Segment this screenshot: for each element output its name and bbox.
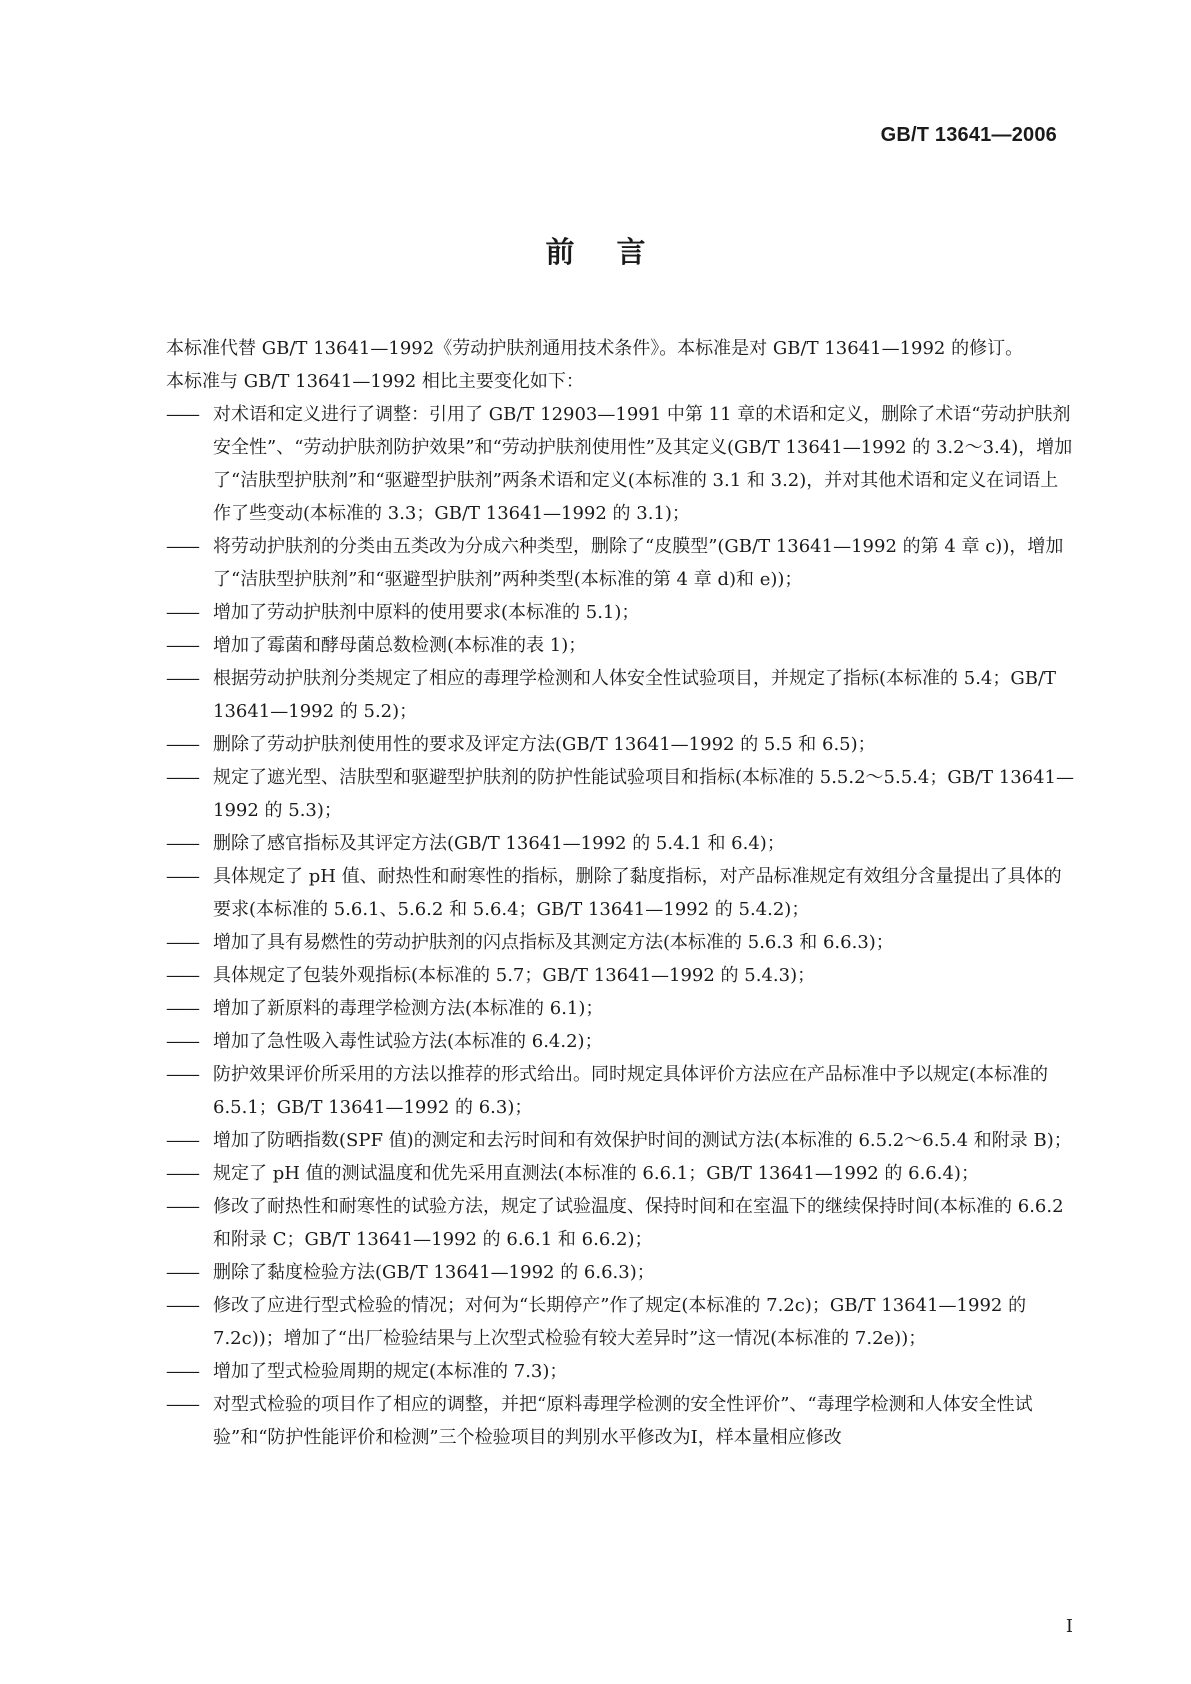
list-item-text: 删除了黏度检验方法(GB/T 13641—1992 的 6.6.3)； [213, 1262, 655, 1283]
dash-marker: —— [166, 635, 198, 656]
dash-marker: —— [166, 734, 198, 755]
list-item [119, 398, 1074, 530]
dash-marker: —— [166, 1163, 198, 1184]
dash-marker: —— [166, 1295, 198, 1316]
list-item [119, 827, 1074, 860]
intro-paragraph: 本标准与 GB/T 13641—1992 相比主要变化如下： [166, 371, 584, 392]
dash-marker: —— [166, 932, 198, 953]
list-item [119, 761, 1074, 827]
dash-marker: —— [166, 602, 198, 623]
list-item [119, 596, 1074, 629]
list-item-text: 增加了劳动护肤剂中原料的使用要求(本标准的 5.1)； [213, 602, 640, 623]
list-item [119, 1157, 1074, 1190]
list-item-text: 增加了急性吸入毒性试验方法(本标准的 6.4.2)； [213, 1031, 603, 1052]
list-item-text: 修改了应进行型式检验的情况；对何为“长期停产”作了规定(本标准的 7.2c)；GB/T 13641—1992 的 7.2c))；增加了“出厂检验结果与上次型式检验有较大差异时”这一情况(本标准的 7.2e))； [213, 1295, 1027, 1349]
dash-marker: —— [166, 1064, 198, 1085]
list-item [119, 1124, 1074, 1157]
page-title: 前言 [545, 235, 688, 269]
list-item-text: 规定了 pH 值的测试温度和优先采用直测法(本标准的 6.6.1；GB/T 13641—1992 的 6.6.4)； [213, 1163, 979, 1184]
list-item-text: 增加了防晒指数(SPF 值)的测定和去污时间和有效保护时间的测试方法(本标准的 6.5.2～6.5.4 和附录 B)； [213, 1130, 1072, 1151]
list-item-text: 对术语和定义进行了调整：引用了 GB/T 12903—1991 中第 11 章的术语和定义，删除了术语“劳动护肤剂安全性”、“劳动护肤剂防护效果”和“劳动护肤剂使用性”及其定义(GB/T 13641—1992 的 3.2～3.4)，增加了“洁肤型护肤剂”和“驱避型护肤剂”两条术语和定义(本标准的 3.1 和 3.2)，并对其他术语和定义在词语上作了些变动(本标准的 3.3；GB/T 13641—1992 的 3.1)； [213, 404, 1073, 524]
intro-paragraph: 本标准代替 GB/T 13641—1992《劳动护肤剂通用技术条件》。本标准是对 GB/T 13641—1992 的修订。 [166, 338, 1024, 359]
list-item [119, 1025, 1074, 1058]
dash-marker: —— [166, 965, 198, 986]
list-item [119, 530, 1074, 596]
list-item-text: 增加了霉菌和酵母菌总数检测(本标准的表 1)； [213, 635, 587, 656]
list-item-text: 具体规定了 pH 值、耐热性和耐寒性的指标，删除了黏度指标，对产品标准规定有效组分含量提出了具体的要求(本标准的 5.6.1、5.6.2 和 5.6.4；GB/T 13641—1992 的 5.4.2)； [213, 866, 1062, 920]
dash-marker: —— [166, 1394, 198, 1415]
list-item-text: 删除了劳动护肤剂使用性的要求及评定方法(GB/T 13641—1992 的 5.5 和 6.5)； [213, 734, 876, 755]
dash-marker: —— [166, 833, 198, 854]
list-item-text: 增加了型式检验周期的规定(本标准的 7.3)； [213, 1361, 568, 1382]
dash-marker: —— [166, 1130, 198, 1151]
list-item [119, 1190, 1074, 1256]
dash-marker: —— [166, 998, 198, 1019]
standard-number: GB/T 13641—2006 [880, 124, 1057, 146]
list-item-text: 删除了感官指标及其评定方法(GB/T 13641—1992 的 5.4.1 和 6.4)； [213, 833, 785, 854]
list-item [119, 1388, 1074, 1454]
list-item [119, 959, 1074, 992]
list-item [119, 1289, 1074, 1355]
list-item-text: 防护效果评价所采用的方法以推荐的形式给出。同时规定具体评价方法应在产品标准中予以规定(本标准的 6.5.1；GB/T 13641—1992 的 6.3)； [213, 1064, 1049, 1118]
dash-marker: —— [166, 767, 198, 788]
dash-marker: —— [166, 1196, 198, 1217]
dash-marker: —— [166, 1262, 198, 1283]
list-item [119, 728, 1074, 761]
list-item-text: 增加了具有易燃性的劳动护肤剂的闪点指标及其测定方法(本标准的 5.6.3 和 6.6.3)； [213, 932, 894, 953]
list-item-text: 对型式检验的项目作了相应的调整，并把“原料毒理学检测的安全性评价”、“毒理学检测和人体安全性试验”和“防护性能评价和检测”三个检验项目的判别水平修改为Ⅰ，样本量相应修改 [213, 1394, 1033, 1448]
list-item [119, 662, 1074, 728]
list-item [119, 1058, 1074, 1124]
page-number: I [1065, 1616, 1073, 1637]
list-item-text: 具体规定了包装外观指标(本标准的 5.7；GB/T 13641—1992 的 5.4.3)； [213, 965, 816, 986]
dash-marker: —— [166, 866, 198, 887]
list-item [119, 629, 1074, 662]
dash-marker: —— [166, 1031, 198, 1052]
list-item-text: 增加了新原料的毒理学检测方法(本标准的 6.1)； [213, 998, 604, 1019]
list-item [119, 860, 1074, 926]
dash-marker: —— [166, 668, 198, 689]
list-item-text: 根据劳动护肤剂分类规定了相应的毒理学检测和人体安全性试验项目，并规定了指标(本标准的 5.4；GB/T 13641—1992 的 5.2)； [213, 668, 1057, 722]
list-item-text: 将劳动护肤剂的分类由五类改为分成六种类型，删除了“皮膜型”(GB/T 13641—1992 的第 4 章 c))，增加了“洁肤型护肤剂”和“驱避型护肤剂”两种类型(本标准的第 4 章 d)和 e))； [213, 536, 1064, 590]
list-item [119, 992, 1074, 1025]
dash-marker: —— [166, 536, 198, 557]
list-item [119, 926, 1074, 959]
list-item-text: 修改了耐热性和耐寒性的试验方法，规定了试验温度、保持时间和在室温下的继续保持时间(本标准的 6.6.2 和附录 C；GB/T 13641—1992 的 6.6.1 和 6.6.2)； [213, 1196, 1064, 1250]
list-item-text: 规定了遮光型、洁肤型和驱避型护肤剂的防护性能试验项目和指标(本标准的 5.5.2～5.5.4；GB/T 13641—1992 的 5.3)； [213, 767, 1074, 821]
changes-list [119, 398, 1074, 1454]
dash-marker: —— [166, 1361, 198, 1382]
list-item [119, 1256, 1074, 1289]
dash-marker: —— [166, 404, 198, 425]
foreword-body [119, 332, 1074, 1454]
list-item [119, 1355, 1074, 1388]
